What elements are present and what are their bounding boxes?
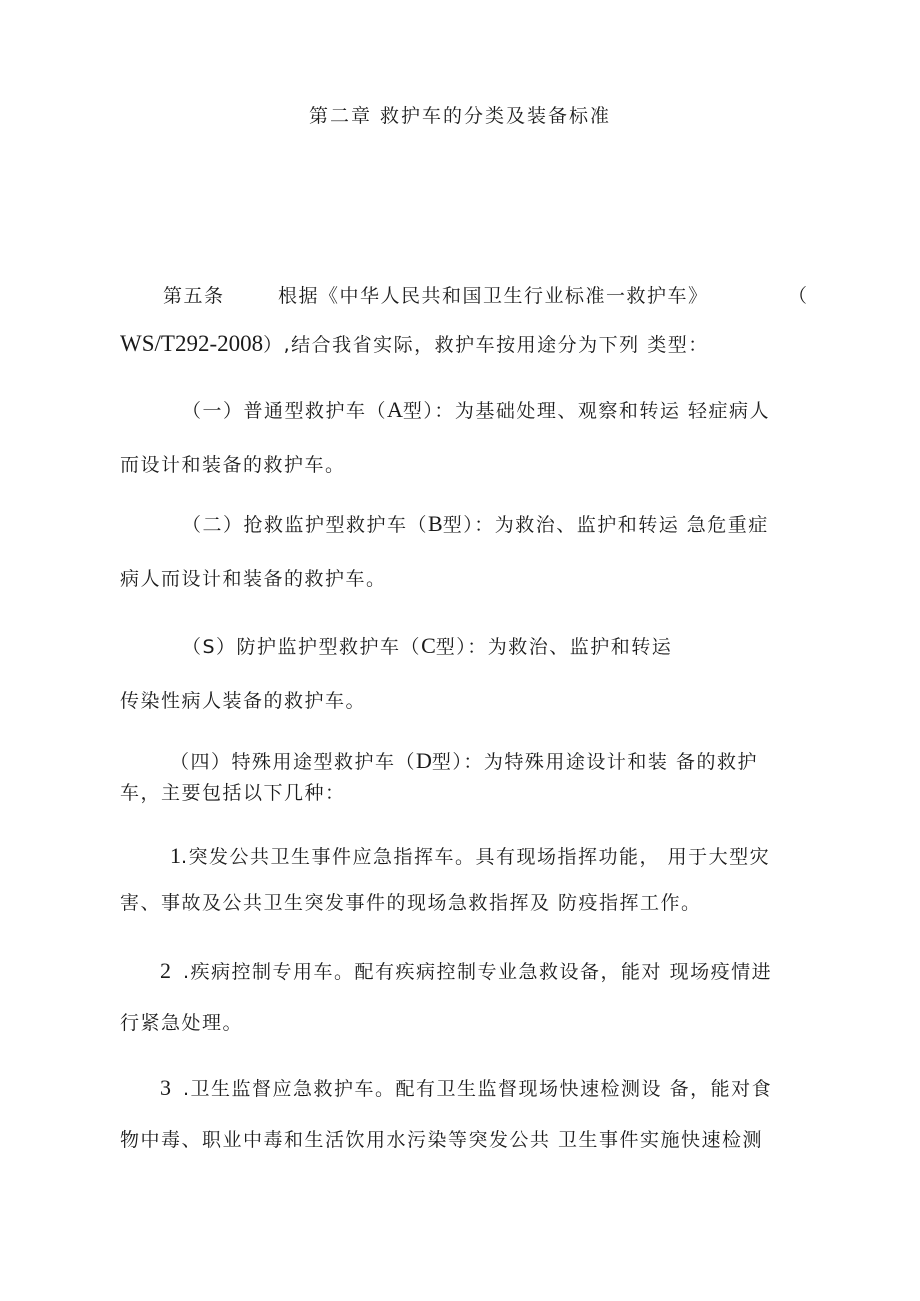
article5-line2 [120, 331, 709, 358]
type-c-pre: （S）防护监护型救护车（ [182, 636, 422, 658]
article-label: 第五条 [163, 285, 225, 307]
article5-line2-text: ）,结合我省实际，救护车按用途分为下列 类型： [263, 334, 709, 356]
type-b-letter: B [428, 511, 443, 536]
chapter-title: 第二章 救护车的分类及装备标准 [309, 105, 612, 127]
type-a-pre: （一）普通型救护车（ [182, 400, 388, 422]
type-a-letter: A [387, 397, 403, 422]
item2-line2: 行紧急处理。 [120, 1012, 244, 1034]
item1-text: .突发公共卫生事件应急指挥车。具有现场指挥功能， 用于大型灾 [181, 846, 771, 868]
item1-line1 [170, 843, 770, 870]
type-b-post: 型）：为救治、监护和转运 急危重症 [442, 514, 769, 536]
type-d-pre: （四）特殊用途型救护车（ [170, 751, 417, 773]
item3-text: .卫生监督应急救护车。配有卫生监督现场快速检测设 备，能对食 [183, 1078, 773, 1100]
standard-code: WS/T292-2008 [120, 331, 264, 356]
type-a-post: 型）：为基础处理、观察和转运 轻症病人 [402, 400, 770, 422]
type-d-letter: D [416, 748, 432, 773]
type-c-letter: C [421, 633, 436, 658]
article5-line1: 根据《中华人民共和国卫生行业标准一救护车》 [278, 285, 709, 307]
item3-line1 [160, 1075, 772, 1102]
type-b-line2: 病人而设计和装备的救护车。 [120, 568, 387, 590]
type-c-line2: 传染性病人装备的救护车。 [120, 690, 367, 712]
type-b-pre: （二）抢救监护型救护车（ [182, 514, 429, 536]
item1-line2: 害、事故及公共卫生突发事件的现场急救指挥及 防疫指挥工作。 [120, 892, 702, 914]
type-d-post: 型）：为特殊用途设计和装 备的救护 [431, 751, 758, 773]
type-d-line2: 车，主要包括以下几种： [120, 782, 346, 804]
item2-number: 2 [160, 958, 171, 983]
type-c-post: 型）：为救治、监护和转运 [435, 636, 673, 658]
item2-line1 [160, 958, 772, 985]
article5-open-paren: （ [788, 285, 809, 307]
item3-number: 3 [160, 1075, 171, 1100]
type-d-line1 [170, 748, 758, 775]
type-c-line1 [182, 633, 672, 660]
type-a-line1 [182, 397, 770, 424]
type-b-line1 [182, 511, 769, 538]
type-a-line2: 而设计和装备的救护车。 [120, 454, 346, 476]
item1-number: 1 [170, 843, 181, 868]
item3-line2: 物中毒、职业中毒和生活饮用水污染等突发公共 卫生事件实施快速检测 [120, 1129, 764, 1151]
item2-text: .疾病控制专用车。配有疾病控制专业急救设备，能对 现场疫情进 [183, 961, 773, 983]
